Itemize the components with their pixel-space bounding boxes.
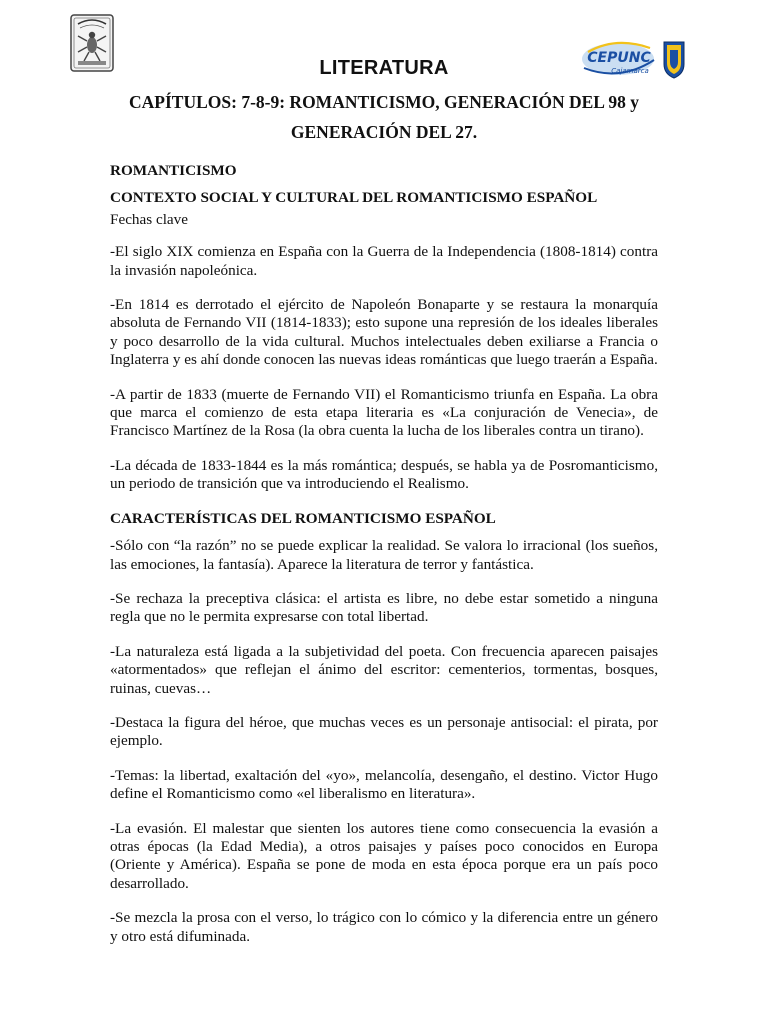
context-paragraph: -La década de 1833-1844 es la más romántica; después, se habla ya de Posromanticismo, un periodo de transición que va introduciendo el Realismo.: [110, 456, 658, 493]
context-heading: CONTEXTO SOCIAL Y CULTURAL DEL ROMANTICISMO ESPAÑOL: [110, 189, 598, 207]
feature-paragraph: -Se rechaza la preceptiva clásica: el artista es libre, no debe estar sometido a ninguna regla que no le permita expresarse con total libertad.: [110, 589, 658, 626]
context-paragraph: -El siglo XIX comienza en España con la Guerra de la Independencia (1808-1814) contra la invasión napoleónica.: [110, 243, 658, 279]
feature-paragraph: -La evasión. El malestar que sienten los autores tiene como consecuencia la evasión a otras épocas (la Edad Media), a otros paisajes y países poco conocidos en Europa (Oriente y América). España se pone de moda en esta época porque era un país poco desarrollado.: [110, 819, 658, 892]
context-paragraph: -En 1814 es derrotado el ejército de Napoleón Bonaparte y se restaura la monarquía absoluta de Fernando VII (1814-1833); esto supone una represión de los ideales liberales y poco desarrollo de la vida cultural. Muchos intelectuales deben exiliarse a Francia o Inglaterra y es ahí donde conocen las nuevas ideas románticas que luego traerán a España.: [110, 296, 658, 369]
chapters-heading: [110, 87, 658, 147]
logo-city-text: Cajamarca: [611, 67, 649, 75]
subject-title: LITERATURA: [319, 57, 449, 79]
context-paragraph: -A partir de 1833 (muerte de Fernando VII) el Romanticismo triunfa en España. La obra que marca el comienzo de esta etapa literaria es «La conjuración de Venecia», de Francisco Martínez de la Rosa (la obra cuenta la lucha de los liberales contra un tirano).: [110, 385, 658, 440]
feature-paragraph: -La naturaleza está ligada a la subjetividad del poeta. Con frecuencia aparecen paisajes «atormentados» que reflejan el ánimo del escritor: cementerios, tormentas, bosques, ruinas, cuevas…: [110, 642, 658, 697]
chapters-line-1: CAPÍTULOS: 7-8-9: ROMANTICISMO, GENERACIÓN DEL 98 y: [129, 92, 639, 112]
logo-brand-text: CEPUNC: [587, 50, 651, 66]
feature-paragraph: -Se mezcla la prosa con el verso, lo trágico con lo cómico y la diferencia entre un género y otro está difuminada.: [110, 909, 658, 945]
feature-paragraph: -Temas: la libertad, exaltación del «yo», melancolía, desengaño, el destino. Victor Hugo define el Romanticismo como «el liberalismo en literatura».: [110, 766, 658, 803]
chapters-line-2: GENERACIÓN DEL 27.: [290, 122, 478, 142]
features-heading: CARACTERÍSTICAS DEL ROMANTICISMO ESPAÑOL: [110, 509, 496, 527]
document-body: [110, 162, 658, 962]
feature-paragraph: -Destaca la figura del héroe, que muchas veces es un personaje antisocial: el pirata, por ejemplo.: [110, 713, 658, 750]
feature-paragraph: -Sólo con “la razón” no se puede explicar la realidad. Se valora lo irracional (los sueños, las emociones, la fantasía). Aparece la literatura de terror y fantástica.: [110, 537, 658, 573]
dates-label: Fechas clave: [110, 210, 189, 228]
section-title: ROMANTICISMO: [110, 162, 237, 179]
